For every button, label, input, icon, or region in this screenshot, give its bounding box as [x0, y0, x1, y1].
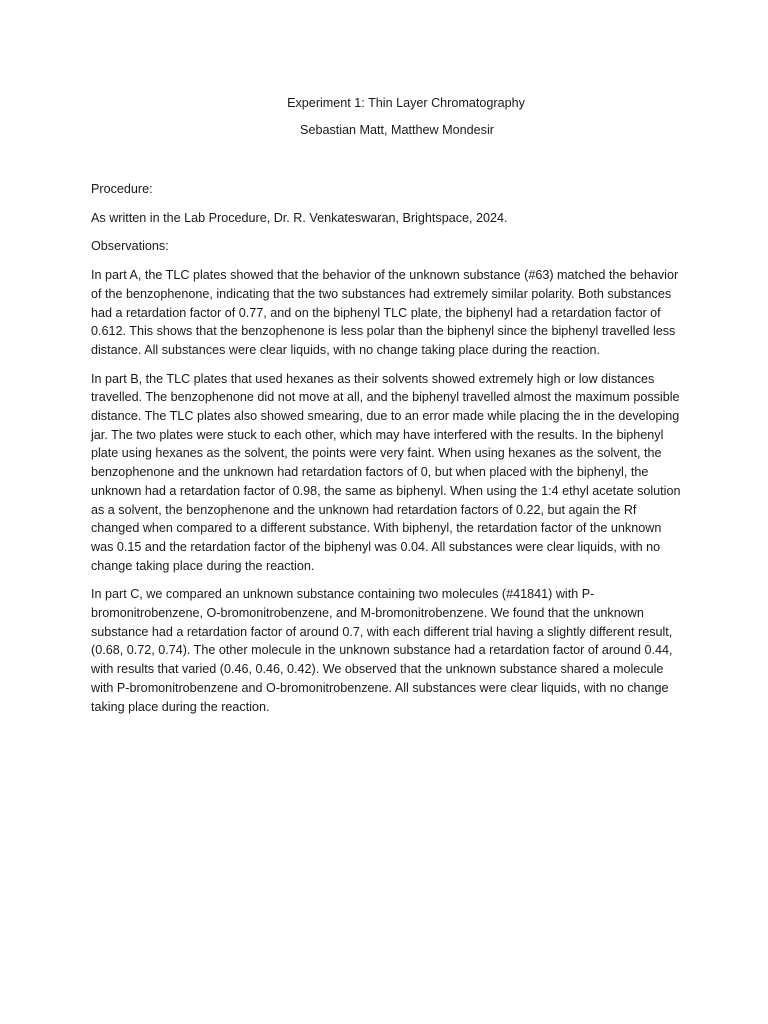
procedure-heading: Procedure: [91, 182, 153, 196]
observation-paragraph-part-b: In part B, the TLC plates that used hexanes as their solvents showed extremely high or low distances travelled. The benzophenone did not move at all, and the biphenyl travelled almost the maximum possible distance. The TLC plates also showed smearing, due to an error made while placing the in the developing jar. The two plates were stuck to each other, which may have interfered with the results. In the biphenyl plate using hexanes as the solvent, the points were very faint. When using hexanes as the solvent, the benzophenone and the unknown had retardation factors of 0, but when placed with the biphenyl, the unknown had a retardation factor of 0.98, the same as biphenyl. When using the 1:4 ethyl acetate solution as a solvent, the benzophenone and the unknown had retardation factors of 0.22, but again the Rf changed when compared to a different substance. With biphenyl, the retardation factor of the unknown was 0.15 and the retardation factor of the biphenyl was 0.04. All substances were clear liquids, with no change taking place during the reaction. [91, 371, 681, 573]
document-header [0, 94, 768, 139]
observation-paragraph-part-c: In part C, we compared an unknown substance containing two molecules (#41841) with P-bromonitrobenzene, O-bromonitrobenzene, and M-bromonitrobenzene. We found that the unknown substance had a retardation factor of around 0.7, with each different trial having a slightly different result, (0.68, 0.72, 0.74). The other molecule in the unknown substance had a retardation factor of around 0.44, with results that varied (0.46, 0.46, 0.42). We observed that the unknown substance shared a molecule with P-bromonitrobenzene and O-bromonitrobenzene. All substances were clear liquids, with no change taking place during the reaction. [91, 587, 673, 714]
procedure-text: As written in the Lab Procedure, Dr. R. Venkateswaran, Brightspace, 2024. [91, 210, 508, 225]
observations-heading: Observations: [91, 239, 169, 254]
observation-paragraph-part-a: In part A, the TLC plates showed that the behavior of the unknown substance (#63) matched the behavior of the benzophenone, indicating that the two substances had extremely similar polarity. Both substances had a retardation factor of 0.77, and on the biphenyl TLC plate, the biphenyl had a retardation factor of 0.612. This shows that the benzophenone is less polar than the biphenyl since the biphenyl travelled less distance. All substances were clear liquids, with no change taking place during the reaction. [91, 268, 679, 357]
document-authors: Sebastian Matt, Matthew Mondesir [300, 123, 494, 137]
document-body [91, 180, 687, 726]
document-title: Experiment 1: Thin Layer Chromatography [287, 96, 525, 110]
